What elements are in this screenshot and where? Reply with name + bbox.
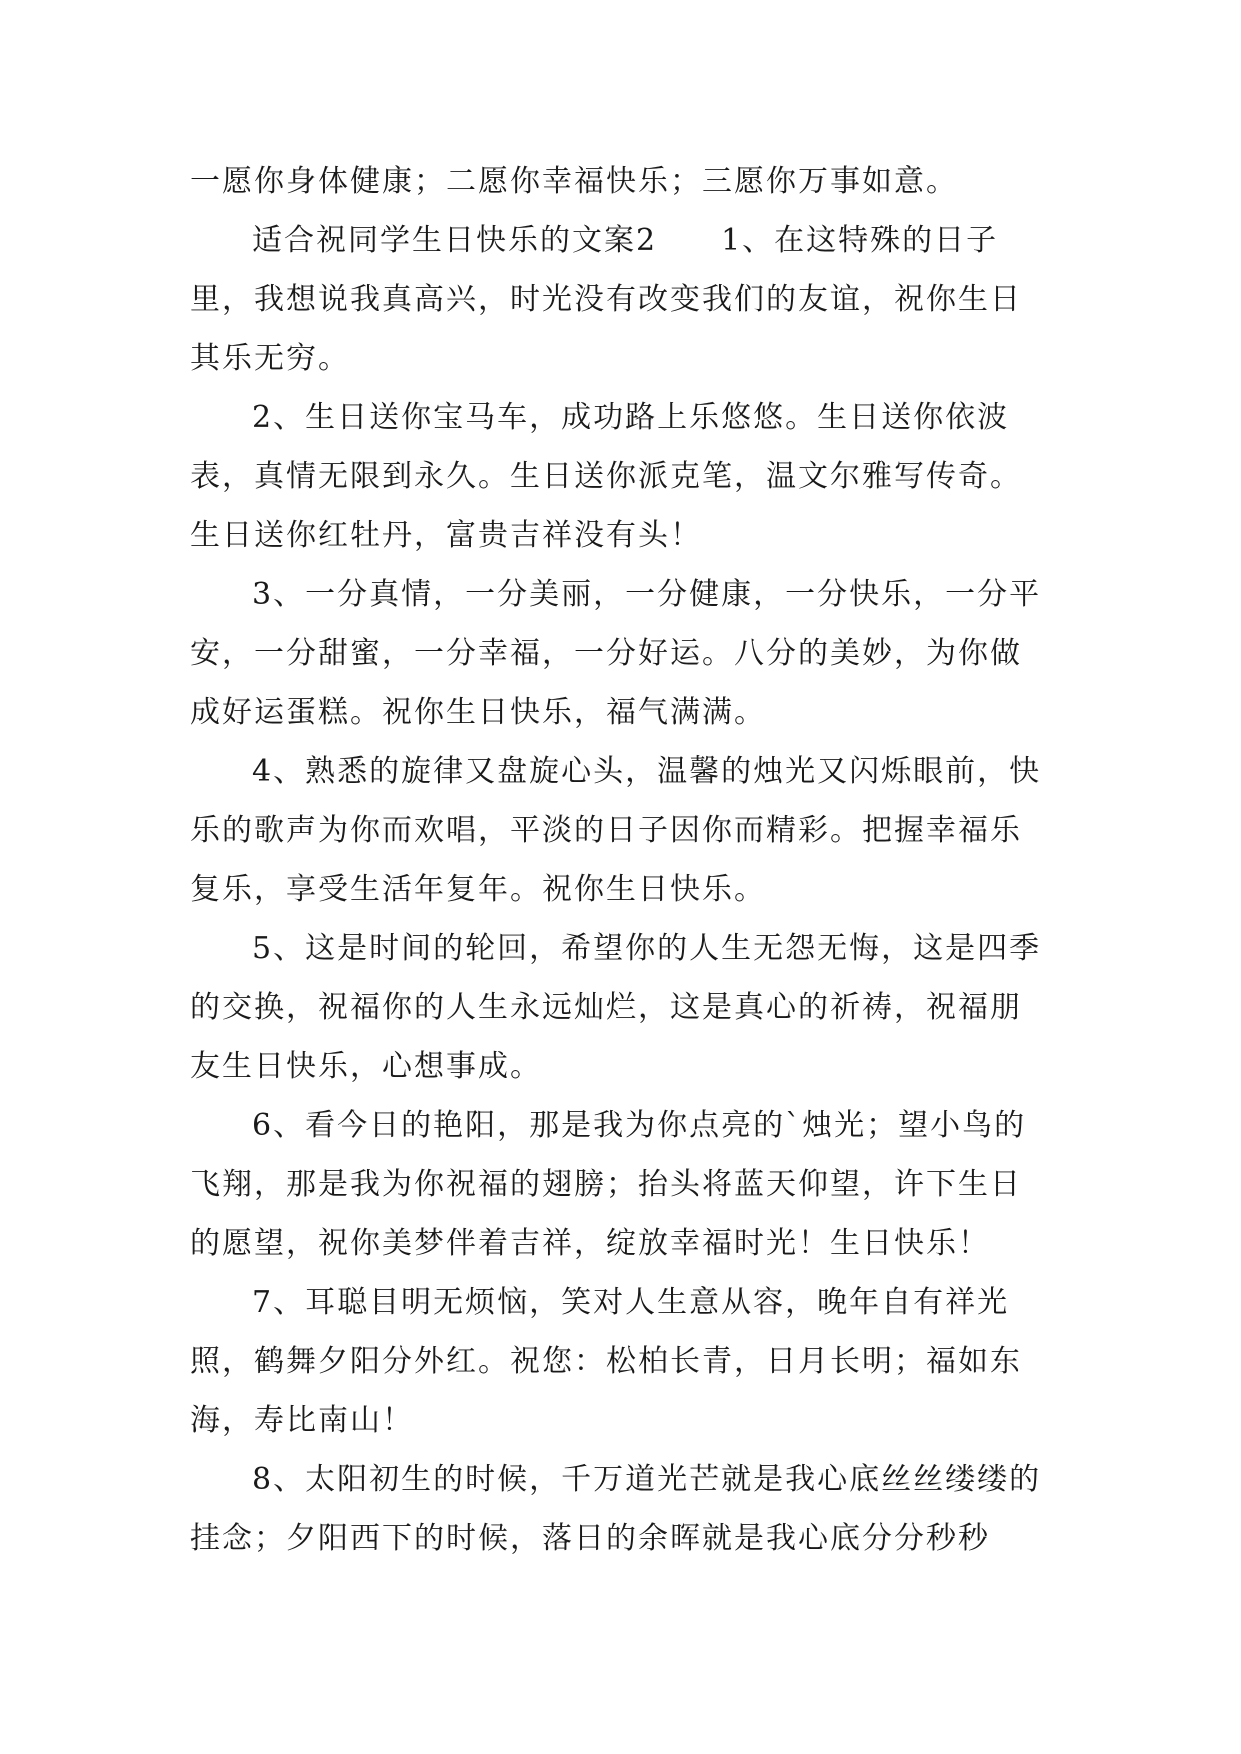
paragraph-section-heading: 适合祝同学生日快乐的文案2 1、在这特殊的日子里，我想说我真高兴，时光没有改变我们的友谊，祝你生日其乐无穷。 (190, 223, 1022, 376)
paragraph-item-2: 2、生日送你宝马车，成功路上乐悠悠。生日送你依波表，真情无限到永久。生日送你派克笔，温文尔雅写传奇。生日送你红牡丹，富贵吉祥没有头！ (190, 400, 1022, 553)
paragraph-item-7: 7、耳聪目明无烦恼，笑对人生意从容，晚年自有祥光照，鹤舞夕阳分外红。祝您：松柏长青，日月长明；福如东海，寿比南山！ (190, 1285, 1022, 1438)
document-body (190, 152, 1050, 1568)
paragraph-item-3: 3、一分真情，一分美丽，一分健康，一分快乐，一分平安，一分甜蜜，一分幸福，一分好运。八分的美妙，为你做成好运蛋糕。祝你生日快乐，福气满满。 (190, 577, 1042, 730)
paragraph-item-4: 4、熟悉的旋律又盘旋心头，温馨的烛光又闪烁眼前，快乐的歌声为你而欢唱，平淡的日子因你而精彩。把握幸福乐复乐，享受生活年复年。祝你生日快乐。 (190, 754, 1042, 907)
paragraph-item-6: 6、看今日的艳阳，那是我为你点亮的`烛光；望小鸟的飞翔，那是我为你祝福的翅膀；抬头将蓝天仰望，许下生日的愿望，祝你美梦伴着吉祥，绽放幸福时光！生日快乐！ (190, 1108, 1027, 1261)
paragraph-item-5: 5、这是时间的轮回，希望你的人生无怨无悔，这是四季的交换，祝福你的人生永远灿烂，这是真心的祈祷，祝福朋友生日快乐，心想事成。 (190, 931, 1042, 1084)
paragraph-item-8: 8、太阳初生的时候，千万道光芒就是我心底丝丝缕缕的挂念；夕阳西下的时候，落日的余晖就是我心底分分秒秒 (190, 1462, 1042, 1556)
paragraph-continuation: 一愿你身体健康；二愿你幸福快乐；三愿你万事如意。 (190, 164, 958, 199)
